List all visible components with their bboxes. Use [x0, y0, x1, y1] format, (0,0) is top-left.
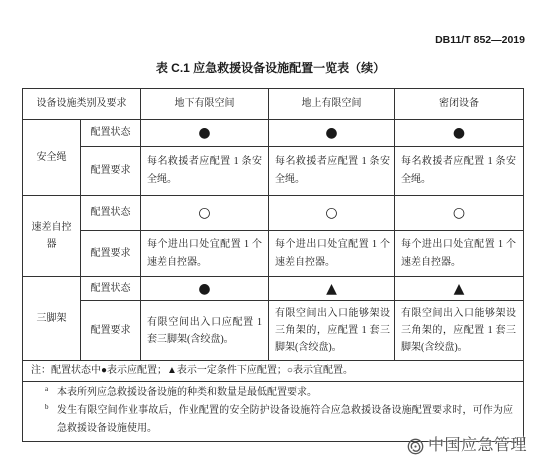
column-header-enclosed: 密闭设备: [395, 89, 524, 120]
requirement-self-retracting-enclosed: 每个进出口处宜配置 1 个速差自控器。: [401, 238, 516, 268]
table-row-self-retracting-status: [23, 196, 524, 231]
table-row-safety-rope-status: [23, 120, 524, 147]
footnote-b: [23, 402, 523, 438]
row-label-requirement: 配置要求: [81, 301, 141, 361]
requirement-tripod-aboveground: 有限空间出入口能够架设三角架的，应配置 1 套三脚架(含绞盘)。: [275, 308, 390, 353]
table-title: 表 C.1 应急救援设备设施配置一览表（续）: [155, 61, 386, 75]
footnote-mark: b: [45, 403, 49, 411]
requirement-cell: [395, 147, 524, 196]
row-label-requirement: 配置要求: [81, 231, 141, 277]
requirement-cell: [395, 301, 524, 361]
header-category: 设备设施类别及要求: [23, 89, 141, 120]
watermark: [407, 437, 527, 455]
document-code: DB11/T 852—2019: [435, 34, 525, 46]
requirement-safety-rope-aboveground: 每名救援者应配置 1 条安全绳。: [275, 156, 390, 185]
table-row-tripod-status: [23, 277, 524, 301]
status-safety-rope-underground: ●: [141, 120, 269, 147]
row-label-status: 配置状态: [81, 196, 141, 231]
table-row-tripod-requirement: [23, 301, 524, 361]
category-label: 安全绳: [36, 152, 67, 163]
requirement-cell: [269, 301, 395, 361]
row-label-status: 配置状态: [81, 120, 141, 147]
table-row-safety-rope-requirement: [23, 147, 524, 196]
status-safety-rope-aboveground: ●: [269, 120, 395, 147]
wechat-icon: [407, 438, 424, 455]
footnotes: [23, 382, 524, 442]
requirement-cell: [141, 301, 269, 361]
requirement-self-retracting-aboveground: 每个进出口处宜配置 1 个速差自控器。: [275, 238, 390, 268]
requirement-safety-rope-enclosed: 每名救援者应配置 1 条安全绳。: [401, 156, 516, 185]
table-header-row: [23, 89, 524, 120]
requirement-tripod-enclosed: 有限空间出入口能够架设三角架的，应配置 1 套三脚架(含绞盘)。: [401, 308, 516, 353]
category-tripod: [23, 277, 81, 361]
requirement-cell: [269, 231, 395, 277]
footnote-a: [23, 384, 523, 402]
table-note: 注：配置状态中●表示应配置；▲表示一定条件下应配置；○表示宜配置。: [23, 361, 524, 382]
status-tripod-enclosed: ▲: [395, 277, 524, 301]
status-safety-rope-enclosed: ●: [395, 120, 524, 147]
table-row-self-retracting-requirement: [23, 231, 524, 277]
row-label-requirement: 配置要求: [81, 147, 141, 196]
status-self-retracting-aboveground: ○: [269, 196, 395, 231]
status-self-retracting-enclosed: ○: [395, 196, 524, 231]
table-note-row: [23, 361, 524, 382]
status-self-retracting-underground: ○: [141, 196, 269, 231]
status-tripod-underground: ●: [141, 277, 269, 301]
requirement-cell: [395, 231, 524, 277]
footnote-text: 本表所列应急救援设备设施的种类和数量是最低配置要求。: [57, 387, 317, 398]
row-label-status: 配置状态: [81, 277, 141, 301]
watermark-text: 中国应急管理: [427, 437, 527, 454]
footnote-text: 发生有限空间作业事故后，作业配置的安全防护设备设施符合应急救援设备设施配置要求时，可作为应急救援设备设施使用。: [57, 405, 513, 434]
requirement-cell: [269, 147, 395, 196]
footnote-mark: a: [45, 385, 49, 393]
requirement-cell: [141, 231, 269, 277]
equipment-config-table: [22, 88, 524, 442]
column-header-underground: 地下有限空间: [141, 89, 269, 120]
requirement-tripod-underground: 有限空间出入口应配置 1 套三脚架(含绞盘)。: [147, 316, 262, 345]
table-footnotes-row: [23, 382, 524, 442]
category-label: 三脚架: [36, 313, 67, 324]
status-tripod-aboveground: ▲: [269, 277, 395, 301]
category-self-retracting-lifeline: [23, 196, 81, 277]
requirement-self-retracting-underground: 每个进出口处宜配置 1 个速差自控器。: [147, 238, 262, 268]
requirement-safety-rope-underground: 每名救援者应配置 1 条安全绳。: [147, 156, 262, 185]
requirement-cell: [141, 147, 269, 196]
category-label: 速差自控器: [31, 222, 72, 250]
category-safety-rope: [23, 120, 81, 196]
column-header-aboveground: 地上有限空间: [269, 89, 395, 120]
